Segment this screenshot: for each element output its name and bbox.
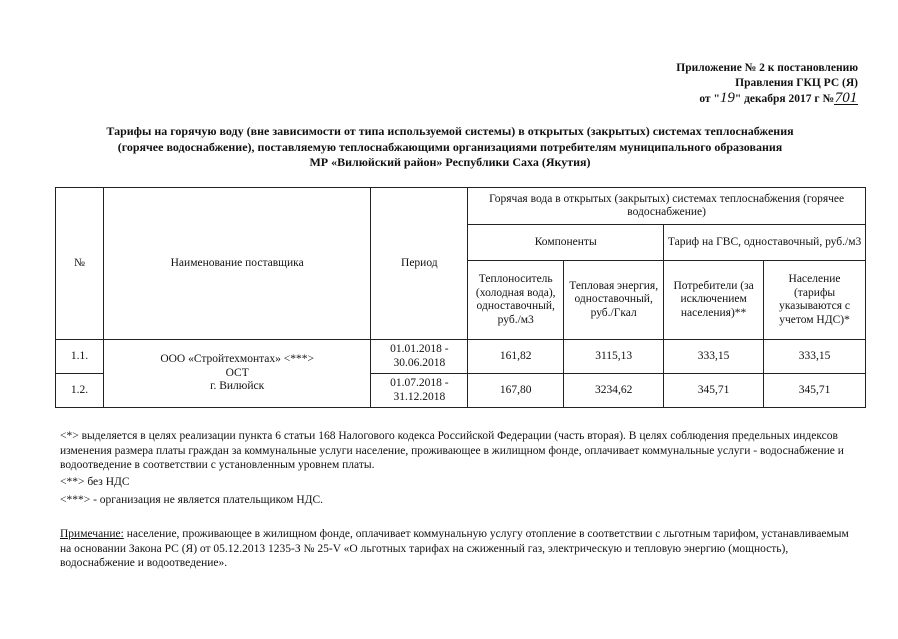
handwritten-number: 701 bbox=[834, 90, 858, 106]
supplier-city: г. Вилюйск bbox=[210, 380, 265, 393]
header-num: № bbox=[56, 188, 104, 340]
title-line-2: (горячее водоснабжение), поставляемую теплоснабжающими организациями потребителям муниципального образования bbox=[117, 139, 783, 154]
header-heat-energy: Тепловая энергия, одноставочный, руб./Гкал bbox=[564, 261, 664, 340]
row-coolant-value: 161,82 bbox=[468, 340, 564, 374]
handwritten-day: 19 bbox=[719, 90, 735, 106]
row-population-value: 333,15 bbox=[764, 340, 866, 374]
header-tariff: Тариф на ГВС, одноставочный, руб./м3 bbox=[664, 225, 866, 261]
table-row bbox=[56, 340, 866, 374]
header-hot-water-group: Горячая вода в открытых (закрытых) системах теплоснабжения (горячее водоснабжение) bbox=[468, 188, 866, 225]
appendix-line-1: Приложение № 2 к постановлению bbox=[676, 62, 858, 74]
title-line-3: МР «Вилюйский район» Республики Саха (Якутия) bbox=[309, 155, 591, 169]
title-line-1: Тарифы на горячую воду (вне зависимости от типа используемой системы) в открытых (закрытых) системах теплоснабжения bbox=[106, 124, 794, 138]
footnote-2: <**> без НДС bbox=[60, 476, 130, 488]
appendix-date-middle: " декабря 2017 г № bbox=[734, 93, 834, 105]
row-coolant-value: 167,80 bbox=[468, 374, 564, 408]
note-label: Примечание: bbox=[60, 528, 124, 540]
row-consumers-value: 333,15 bbox=[664, 340, 764, 374]
supplier-cell bbox=[103, 340, 370, 408]
header-coolant: Теплоноситель (холодная вода), одноставочный, руб./м3 bbox=[468, 261, 564, 340]
appendix-header bbox=[676, 61, 858, 107]
footnote-3: <***> - организация не является плательщиком НДС. bbox=[60, 494, 324, 506]
appendix-line-2: Правления ГКЦ РС (Я) bbox=[735, 77, 858, 89]
tariff-table bbox=[55, 187, 866, 408]
row-num: 1.2. bbox=[56, 374, 104, 408]
note-paragraph bbox=[60, 527, 860, 571]
header-period: Период bbox=[371, 188, 468, 340]
appendix-date-line bbox=[676, 91, 858, 107]
header-population: Население (тарифы указываются с учетом НДС)* bbox=[764, 261, 866, 340]
header-components: Компоненты bbox=[468, 225, 664, 261]
row-period: 01.01.2018 - 30.06.2018 bbox=[371, 340, 468, 374]
row-heat-value: 3234,62 bbox=[564, 374, 664, 408]
document-title bbox=[60, 124, 840, 171]
note-text: население, проживающее в жилищном фонде, оплачивает коммунальную услугу отопление в соответствии с льготным тарифом, устанавливаемым на основании Закона РС (Я) от 05.12.2013 1235-З № 25-V «О льготных тарифах на сжиженный газ, электрическую и тепловую энергию (мощность), водоснабжение и водоотведение». bbox=[60, 528, 849, 569]
header-supplier: Наименование поставщика bbox=[103, 188, 370, 340]
row-population-value: 345,71 bbox=[764, 374, 866, 408]
appendix-date-prefix: от " bbox=[699, 93, 720, 105]
row-period: 01.07.2018 - 31.12.2018 bbox=[371, 374, 468, 408]
supplier-name: ООО «Стройтехмонтах» <***> bbox=[160, 353, 314, 366]
footnote-1: <*> выделяется в целях реализации пункта 6 статьи 168 Налогового кодекса Российской Федерации (часть вторая). В целях соблюдения предельных индексов изменения размера платы граждан за коммунальные услуги население, проживающее в жилищном фонде, оплачивает коммунальные услуги - водоснабжение и водоотведение в соответствии с установленным уровнем платы. bbox=[60, 430, 844, 471]
supplier-type: ОСТ bbox=[225, 366, 249, 379]
header-consumers: Потребители (за исключением населения)** bbox=[664, 261, 764, 340]
row-consumers-value: 345,71 bbox=[664, 374, 764, 408]
row-heat-value: 3115,13 bbox=[564, 340, 664, 374]
row-num: 1.1. bbox=[56, 340, 104, 374]
